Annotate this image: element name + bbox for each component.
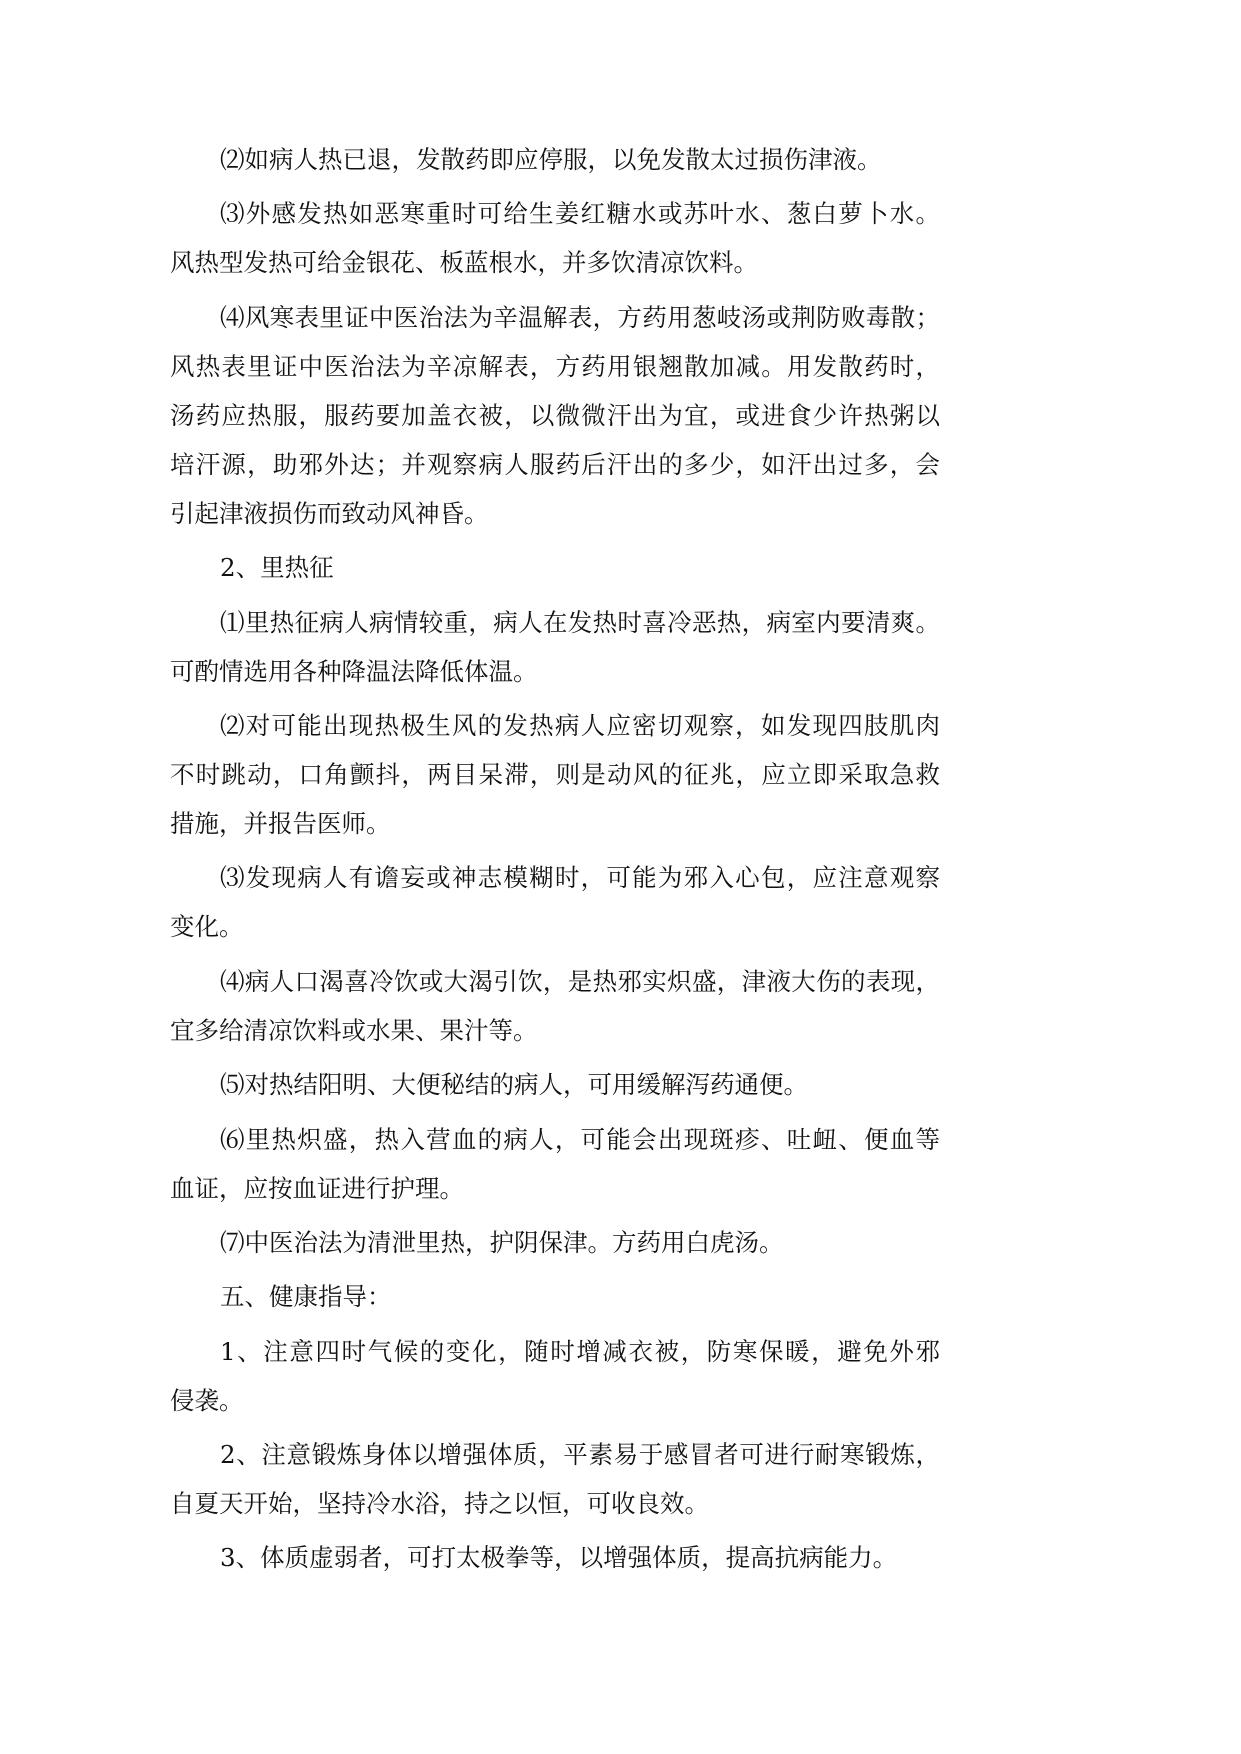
paragraph-item-3-exterior-fever (170, 189, 940, 287)
paragraph-item-4-treatment (170, 293, 940, 538)
text-line: ⑵对可能出现热极生风的发热病人应密切观察，如发现四肢肌肉 (220, 710, 940, 740)
text-line: 风热表里证中医治法为辛凉解表，方药用银翘散加减。用发散药时， (170, 351, 940, 381)
paragraph-item-2-stop-medication (170, 135, 940, 184)
section-heading-health-guidance (170, 1272, 940, 1321)
paragraph-guidance-1 (170, 1327, 940, 1425)
text-line: 自夏天开始，坚持冷水浴，持之以恒，可收良效。 (170, 1489, 709, 1519)
text-line: 变化。 (170, 912, 244, 942)
paragraph-item-2-observation (170, 701, 940, 848)
text-line: 宜多给清凉饮料或水果、果汁等。 (170, 1015, 538, 1045)
text-line: 1、注意四时气候的变化，随时增减衣被，防寒保暖，避免外邪 (220, 1336, 940, 1366)
paragraph-guidance-2 (170, 1430, 940, 1528)
text-line: ⑷病人口渴喜冷饮或大渴引饮，是热邪实炽盛，津液大伤的表现， (220, 966, 940, 996)
text-line: 3、体质虚弱者，可打太极拳等，以增强体质，提高抗病能力。 (220, 1543, 898, 1573)
paragraph-item-4-thirst (170, 957, 940, 1055)
text-line: 五、健康指导： (220, 1282, 392, 1312)
text-line: 侵袭。 (170, 1385, 244, 1415)
paragraph-item-1-interior-heat (170, 598, 940, 696)
paragraph-item-3-delirium (170, 853, 940, 951)
text-line: 2、注意锻炼身体以增强体质，平素易于感冒者可进行耐寒锻炼， (220, 1440, 940, 1470)
text-line: ⑵如病人热已退，发散药即应停服，以免发散太过损伤津液。 (220, 145, 882, 174)
section-heading-interior-heat (170, 543, 940, 592)
text-line: ⑶外感发热如恶寒重时可给生姜红糖水或苏叶水、葱白萝卜水。 (220, 199, 940, 229)
text-line: 培汗源，助邪外达；并观察病人服药后汗出的多少，如汗出过多，会 (170, 449, 940, 479)
document-body (170, 135, 940, 1582)
text-line: ⑴里热征病人病情较重，病人在发热时喜冷恶热，病室内要清爽。 (220, 607, 940, 637)
paragraph-item-7-tcm-treatment (170, 1218, 940, 1267)
text-line: ⑶发现病人有谵妄或神志模糊时，可能为邪入心包，应注意观察 (220, 863, 940, 893)
text-line: ⑸对热结阳明、大便秘结的病人，可用缓解泻药通便。 (220, 1070, 808, 1100)
text-line: ⑷风寒表里证中医治法为辛温解表，方药用葱岐汤或荆防败毒散； (220, 302, 940, 332)
text-line: 汤药应热服，服药要加盖衣被，以微微汗出为宜，或进食少许热粥以 (170, 400, 940, 430)
text-line: 措施，并报告医师。 (170, 808, 391, 838)
paragraph-item-6-blood-heat (170, 1115, 940, 1213)
text-line: ⑹里热炽盛，热入营血的病人，可能会出现斑疹、吐衄、便血等 (220, 1124, 940, 1154)
text-line: 引起津液损伤而致动风神昏。 (170, 498, 489, 528)
text-line: 可酌情选用各种降温法降低体温。 (170, 656, 538, 686)
text-line: 血证，应按血证进行护理。 (170, 1173, 464, 1203)
text-line: 风热型发热可给金银花、板蓝根水，并多饮清凉饮料。 (170, 248, 758, 278)
paragraph-guidance-3 (170, 1533, 940, 1582)
paragraph-item-5-constipation (170, 1060, 940, 1109)
text-line: 2、里热征 (220, 553, 334, 583)
text-line: 不时跳动，口角颤抖，两目呆滞，则是动风的征兆，应立即采取急救 (170, 759, 940, 789)
text-line: ⑺中医治法为清泄里热，护阴保津。方药用白虎汤。 (220, 1227, 784, 1257)
